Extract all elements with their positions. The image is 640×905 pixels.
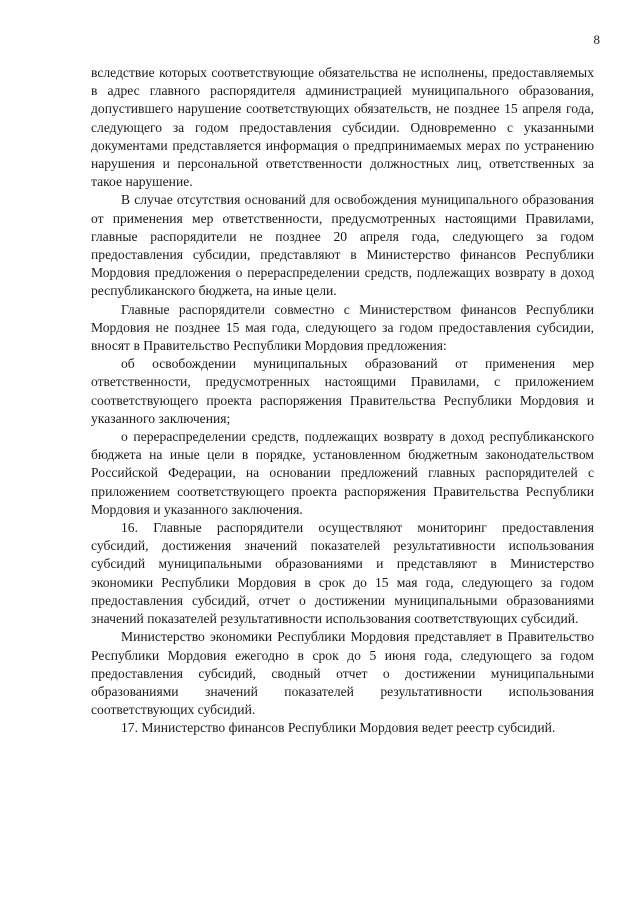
- paragraph-no-grounds-redistribution: В случае отсутствия оснований для освобождения муниципального образования от применения мер ответственности, предусмотренных настоящими Правилами, главные распорядители не позднее 20 апреля года, следующего за годом предоставления субсидии, представляют в Министерство финансов Республики Мордовия предложения о перераспределении средств, подлежащих возврату в доход республиканского бюджета, на иные цели.: [91, 192, 594, 299]
- paragraph-redistribution-proposal: о перераспределении средств, подлежащих возврату в доход республиканского бюджета на иные цели в порядке, установленном бюджетным законодательством Российской Федерации, на основании предложений главных распорядителей с приложением соответствующего проекта распоряжения Правительства Республики Мордовия и указанного заключения.: [91, 429, 594, 517]
- paragraph-economy-ministry-report: Министерство экономики Республики Мордовия представляет в Правительство Республики Мордовия ежегодно в срок до 5 июня года, следующего за годом предоставления субсидий, сводный отчет о достижении муниципальными образованиями значений показателей результативности использования соответствующих субсидий.: [91, 629, 594, 718]
- paragraph-continuation: вследствие которых соответствующие обязательства не исполнены, предоставляемых в адрес главного распорядителя администрацией муниципального образования, допустившего нарушение соответствующих обязательств, не позднее 15 апреля года, следующего за годом предоставления субсидии. Одновременно с указанными документами представляется информация о предпринимаемых мерах по устранению нарушения и персональной ответственности должностных лиц, ответственных за такое нарушение.: [91, 65, 594, 190]
- page-number: 8: [593, 32, 600, 47]
- paragraph-item-17-registry: 17. Министерство финансов Республики Мордовия ведет реестр субсидий.: [121, 720, 556, 736]
- paragraph-item-16-monitoring: 16. Главные распорядители осуществляют мониторинг предоставления субсидий, достижения значений показателей результативности использования субсидий муниципальными образованиями и представляют в Министерство экономики Республики Мордовия в срок до 15 мая года, следующего за годом предоставления субсидий, отчет о достижении муниципальными образованиями значений показателей результативности использования соответствующих субсидий.: [91, 520, 594, 627]
- paragraph-joint-proposals: Главные распорядители совместно с Министерством финансов Республики Мордовия не позднее 15 мая года, следующего за годом предоставления субсидии, вносят в Правительство Республики Мордовия предложения:: [91, 301, 594, 354]
- document-body: [91, 64, 594, 738]
- paragraph-exemption-proposal: об освобождении муниципальных образований от применения мер ответственности, предусмотренных настоящими Правилами, с приложением соответствующего проекта распоряжения Правительства Республики Мордовия и указанного заключения;: [91, 356, 594, 426]
